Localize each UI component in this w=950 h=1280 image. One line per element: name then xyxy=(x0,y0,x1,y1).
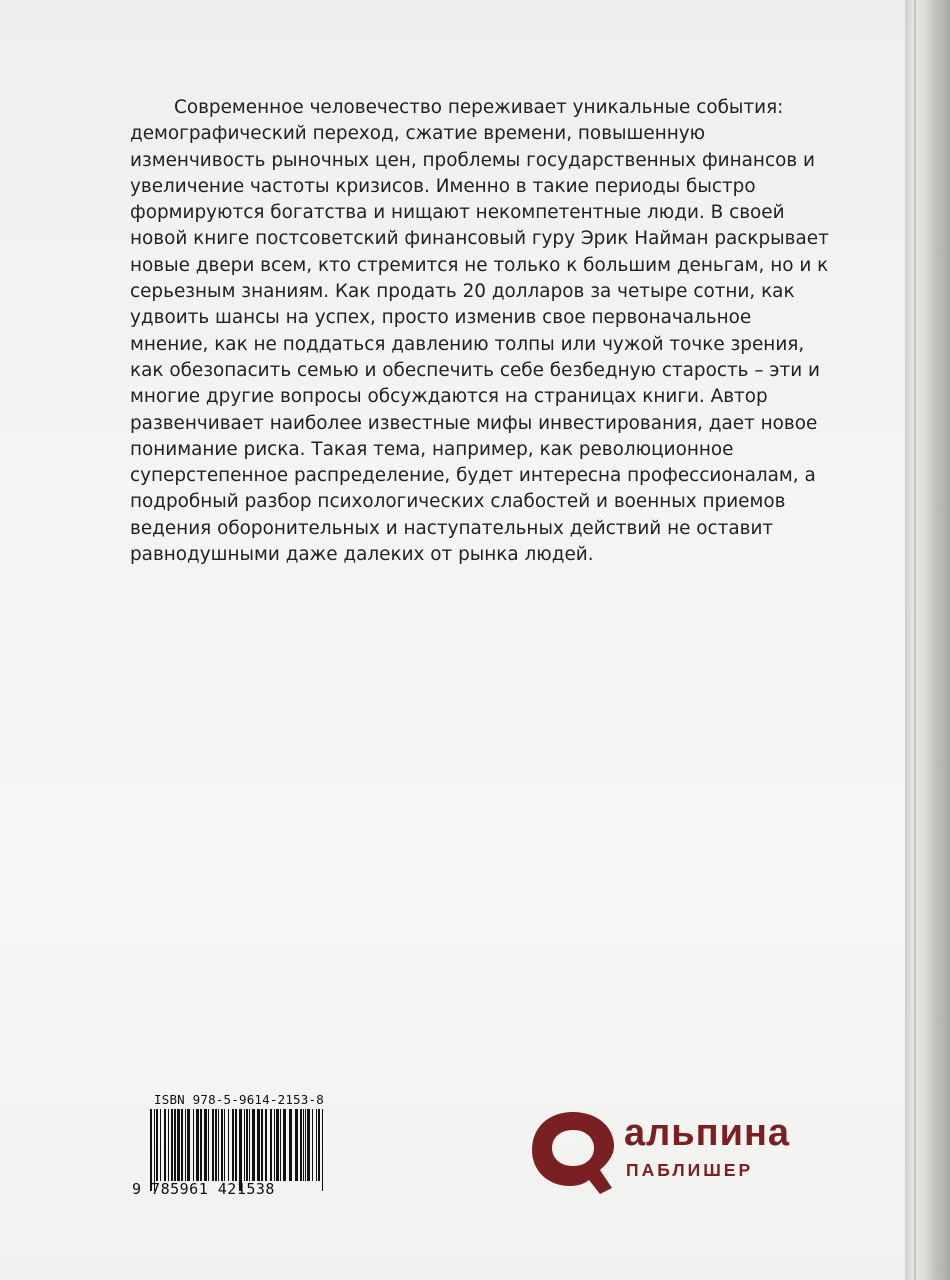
publisher-subtitle: ПАБЛИШЕР xyxy=(626,1160,754,1180)
barcode-digits: 9 785961 421538 xyxy=(132,1180,275,1198)
blurb-text: Современное человечество переживает уникальные события: демографический переход, сжатие времени, повышенную изменчивость рыночных цен, проблемы государственных финансов и увеличение частоты кризисов. Именно в такие периоды быстро формируются богатства и нищают некомпетентные люди. В своей новой книге постсоветский финансовый гуру Эрик Найман раскрывает новые двери всем, кто стремится не только к большим деньгам, но и к серьезным знаниям. Как продать 20 долларов за четыре сотни, как удвоить шансы на успех, просто изменив свое первоначальное мнение, как не поддаться давлению толпы или чужой точке зрения, как обезопасить семью и обеспечить себе безбедную старость – эти и многие другие вопросы обсуждаются на страницах книги. Автор развенчивает наиболее известные мифы инвестирования, дает новое понимание риска. Такая тема, например, как революционное суперстепенное распределение, будет интересна профессионалам, а подробный разбор психологических слабостей и военных приемов ведения оборонительных и наступательных действий не оставит равнодушными даже далеких от рынка людей. xyxy=(130,97,829,566)
publisher-logo xyxy=(528,1108,828,1198)
publisher-logo-mark-icon xyxy=(528,1108,618,1196)
barcode xyxy=(132,1092,332,1206)
isbn-label: ISBN 978-5-9614-2153-8 xyxy=(154,1092,324,1107)
publisher-name: альпина xyxy=(624,1112,791,1154)
barcode-bars xyxy=(150,1109,326,1191)
book-spine-crease xyxy=(914,0,916,1280)
book-spine-edge xyxy=(905,0,950,1280)
